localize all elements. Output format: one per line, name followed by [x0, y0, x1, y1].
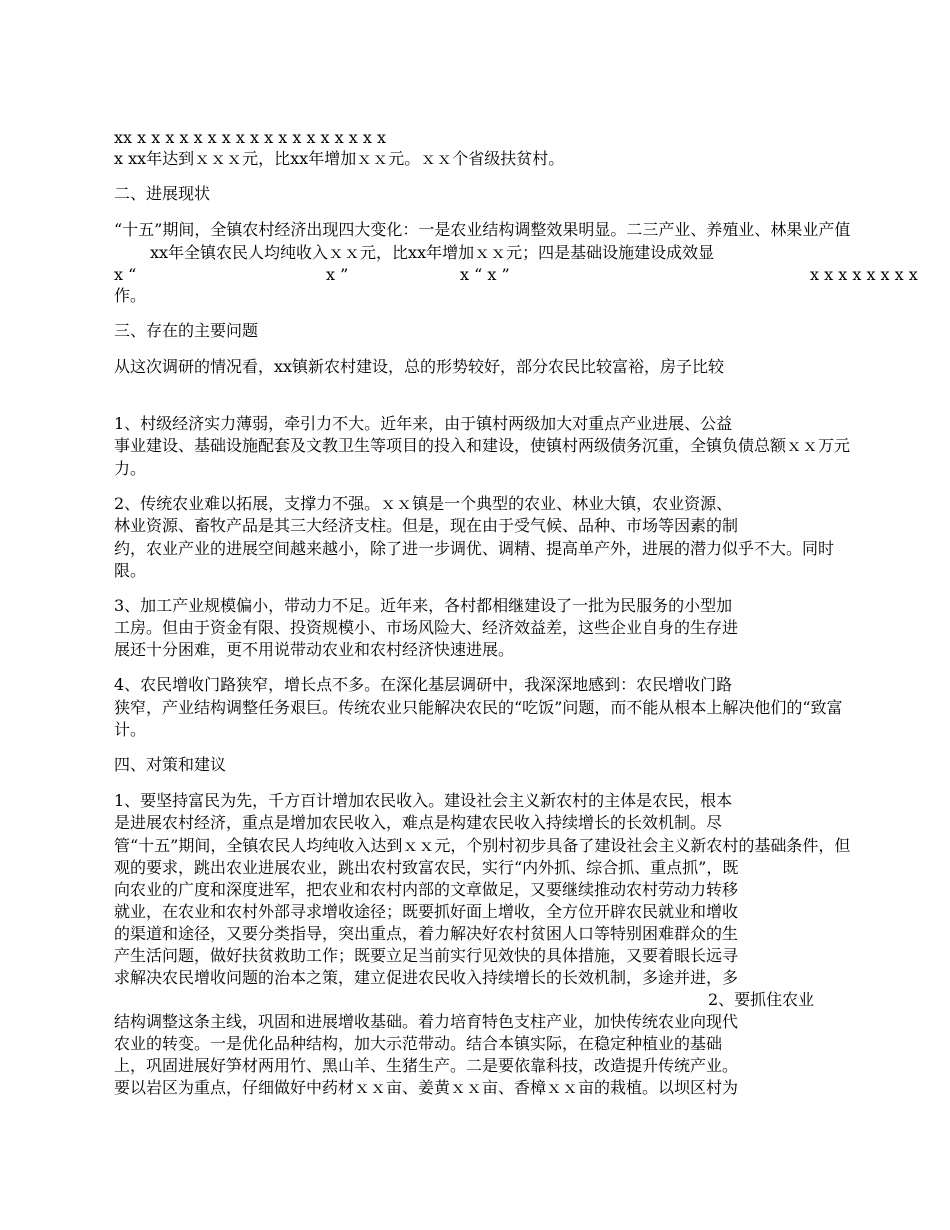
- problem-1-line: 1、村级经济实力薄弱，牵引力不大。近年来，由于镇村两级加大对重点产业进展、公益: [114, 414, 733, 433]
- section-2-line-1: “十五”期间，全镇农村经济出现四大变化：一是农业结构调整效果明显。二三产业、养殖业、林果业产值: [114, 220, 851, 239]
- header-line-1: xx x x x x x x x x x x x x x x x x x x: [114, 128, 387, 147]
- header-line-2: x xx年达到ｘｘｘ元，比xx年增加ｘｘ元。ｘｘ个省级扶贫村。: [114, 149, 565, 168]
- measure-1-line: 是进展农村经济，重点是增加农民收入，难点是构建农民收入持续增长的长效机制。尽: [114, 813, 723, 832]
- section-4-title: 四、对策和建议: [114, 755, 227, 774]
- section-2-line-3b: x ”: [326, 265, 349, 284]
- measure-2-line: 结构调整这条主线，巩固和进展增收基础。着力培育特色支柱产业，加快传统农业向现代: [114, 1012, 739, 1031]
- problem-2-line: 林业资源、畜牧产品是其三大经济支柱。但是，现在由于受气候、品种、市场等因素的制: [114, 516, 739, 535]
- measure-1-line: 1、要坚持富民为先，千方百计增加农民收入。建设社会主义新农村的主体是农民，根本: [114, 791, 733, 810]
- section-3-intro: 从这次调研的情况看，xx镇新农村建设，总的形势较好，部分农民比较富裕，房子比较: [114, 357, 725, 376]
- measure-1-line: 产生活问题，做好扶贫救助工作；既要立足当前实行见效快的具体措施，又要着眼长远寻: [114, 946, 739, 965]
- section-2-title: 二、进展现状: [114, 184, 211, 203]
- section-2-line-3c: x “ x ”: [460, 265, 510, 284]
- measure-1-line: 的渠道和途径，又要分类指导，突出重点，着力解决好农村贫困人口等特别困难群众的生: [114, 924, 739, 943]
- measure-2-heading: 2、要抓住农业: [708, 990, 815, 1009]
- measure-1-line: 观的要求，跳出农业进展农业，跳出农村致富农民，实行“内外抓、综合抓、重点抓”，既: [114, 858, 739, 877]
- section-2-line-3a: x “: [114, 265, 137, 284]
- measure-2-line: 上，巩固进展好笋材两用竹、黑山羊、生猪生产。二是要依靠科技，改造提升传统产业。: [114, 1056, 739, 1075]
- measure-1-line: 管“十五”期间，全镇农民人均纯收入达到ｘｘ元，个别村初步具备了建设社会主义新农村的基础条件，但: [114, 836, 851, 855]
- problem-4-line: 4、农民增收门路狭窄，增长点不多。在深化基层调研中，我深深地感到：农民增收门路: [114, 675, 733, 694]
- problem-4-line: 狭窄，产业结构调整任务艰巨。传统农业只能解决农民的“吃饭”问题，而不能从根本上解决他们的“致富: [114, 698, 843, 717]
- problem-2-line: 约，农业产业的进展空间越来越小，除了进一步调优、调精、提高单产外，进展的潜力似乎不大。同时: [114, 539, 835, 558]
- measure-2-line: 农业的转变。一是优化品种结构，加大示范带动。结合本镇实际，在稳定种植业的基础: [114, 1034, 723, 1053]
- section-3-title: 三、存在的主要问题: [114, 321, 259, 340]
- problem-3-line: 展还十分困难，更不用说带动农业和农村经济快速进展。: [114, 640, 515, 659]
- measure-2-line: 要以岩区为重点，仔细做好中药材ｘｘ亩、姜黄ｘｘ亩、香樟ｘｘ亩的栽植。以坝区村为: [114, 1078, 739, 1097]
- problem-1-line: 事业建设、基础设施配套及文教卫生等项目的投入和建设，使镇村两级债务沉重，全镇负债总额ｘｘ万元: [114, 436, 851, 455]
- problem-4-line: 计。: [114, 720, 147, 739]
- problem-3-line: 3、加工产业规模偏小，带动力不足。近年来，各村都相继建设了一批为民服务的小型加: [114, 596, 733, 615]
- section-2-line-4: 作。: [114, 286, 147, 305]
- section-2-line-2: xx年全镇农民人均纯收入ｘｘ元，比xx年增加ｘｘ元；四是基础设施建设成效显: [150, 243, 715, 262]
- problem-1-line: 力。: [114, 459, 147, 478]
- measure-1-line: 求解决农民增收问题的治本之策，建立促进农民收入持续增长的长效机制，多途并进，多: [114, 968, 739, 987]
- measure-1-line: 就业，在农业和农村外部寻求增收途径；既要抓好面上增收，全方位开辟农民就业和增收: [114, 902, 739, 921]
- problem-2-line: 限。: [114, 561, 147, 580]
- problem-3-line: 工房。但由于资金有限、投资规模小、市场风险大、经济效益差，这些企业自身的生存进: [114, 618, 739, 637]
- section-2-line-3d: x x x x x x x x: [810, 265, 918, 284]
- measure-1-line: 向农业的广度和深度进军，把农业和农村内部的文章做足，又要继续推动农村劳动力转移: [114, 880, 739, 899]
- problem-2-line: 2、传统农业难以拓展，支撑力不强。ｘｘ镇是一个典型的农业、林业大镇，农业资源、: [114, 494, 733, 513]
